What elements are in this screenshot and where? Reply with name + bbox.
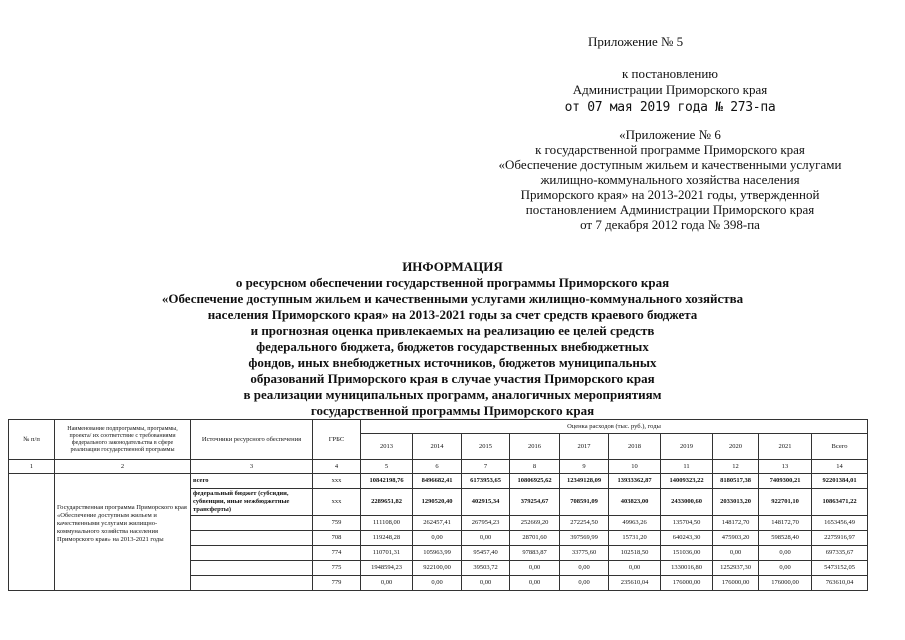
value-cell: 0,00	[560, 576, 609, 591]
annex-label: Приложение № 5	[588, 34, 684, 49]
title-line: фондов, иных внебюджетных источников, бюджетов муниципальных	[248, 355, 657, 370]
value-cell: 110701,31	[361, 546, 413, 561]
annex6-line: жилищно-коммунального хозяйства населения	[540, 172, 800, 187]
value-cell: 922701,10	[759, 489, 812, 516]
value-cell: 2275916,97	[812, 531, 868, 546]
index-cell: 7	[462, 460, 510, 474]
index-cell: 2	[55, 460, 191, 474]
value-cell: 272254,50	[560, 516, 609, 531]
value-cell: 1252937,30	[713, 561, 759, 576]
source-cell: федеральный бюджет (субсидии, субвенции, иные межбюджетные трансферты)	[191, 489, 313, 516]
index-cell: 10	[609, 460, 661, 474]
value-cell: 267954,23	[462, 516, 510, 531]
value-cell: 2289651,82	[361, 489, 413, 516]
annex6-line: Приморского края» на 2013-2021 годы, утвержденной	[520, 187, 820, 202]
title-line: образований Приморского края в случае участия Приморского края	[250, 371, 655, 386]
value-cell: 0,00	[609, 561, 661, 576]
annex6-line: постановлением Администрации Приморского края	[525, 202, 815, 217]
index-cell: 8	[510, 460, 560, 474]
grbs-cell: xxx	[313, 474, 361, 489]
value-cell: 252669,20	[510, 516, 560, 531]
value-cell: 235610,04	[609, 576, 661, 591]
value-cell: 0,00	[462, 531, 510, 546]
source-cell	[191, 576, 313, 591]
grbs-cell: 779	[313, 576, 361, 591]
year-header: 2015	[462, 434, 510, 460]
value-cell: 922100,00	[413, 561, 462, 576]
resource-table	[8, 419, 868, 591]
year-header: Всего	[812, 434, 868, 460]
value-cell: 763610,04	[812, 576, 868, 591]
value-cell: 6173953,65	[462, 474, 510, 489]
value-cell: 0,00	[413, 531, 462, 546]
title-line: в реализации муниципальных программ, аналогичных мероприятиям	[243, 387, 662, 402]
value-cell: 640243,30	[661, 531, 713, 546]
value-cell: 135704,50	[661, 516, 713, 531]
index-cell: 5	[361, 460, 413, 474]
grbs-cell: 775	[313, 561, 361, 576]
source-cell	[191, 546, 313, 561]
year-header: 2019	[661, 434, 713, 460]
value-cell: 13933362,87	[609, 474, 661, 489]
index-cell: 6	[413, 460, 462, 474]
source-cell	[191, 516, 313, 531]
value-cell: 598528,40	[759, 531, 812, 546]
value-cell: 15731,20	[609, 531, 661, 546]
index-cell: 11	[661, 460, 713, 474]
value-cell: 262457,41	[413, 516, 462, 531]
value-cell: 151036,00	[661, 546, 713, 561]
value-cell: 8180517,38	[713, 474, 759, 489]
value-cell: 0,00	[713, 546, 759, 561]
value-cell: 92201384,01	[812, 474, 868, 489]
value-cell: 0,00	[361, 576, 413, 591]
title-line: «Обеспечение доступным жильем и качественными услугами жилищно-коммунального хозяйства	[161, 291, 744, 306]
index-cell: 9	[560, 460, 609, 474]
program-name-cell: Государственная программа Приморского края «Обеспечение доступным жильем и качественными услугами жилищно-коммунального хозяйства населения Приморского края» на 2013-2021 годы	[55, 474, 191, 591]
annex6-line: к государственной программе Приморского края	[535, 142, 805, 157]
value-cell: 0,00	[759, 561, 812, 576]
value-cell: 7409300,21	[759, 474, 812, 489]
title-line: о ресурсном обеспечении государственной программы Приморского края	[235, 275, 670, 290]
year-header: 2016	[510, 434, 560, 460]
value-cell: 403823,00	[609, 489, 661, 516]
title-line: и прогнозная оценка привлекаемых на реализацию ее целей средств	[250, 323, 655, 338]
value-cell: 10863471,22	[812, 489, 868, 516]
year-header: 2017	[560, 434, 609, 460]
value-cell: 39503,72	[462, 561, 510, 576]
value-cell: 10806925,62	[510, 474, 560, 489]
value-cell: 111108,00	[361, 516, 413, 531]
value-cell: 0,00	[462, 576, 510, 591]
value-cell: 105963,99	[413, 546, 462, 561]
value-cell: 397569,99	[560, 531, 609, 546]
value-cell: 475903,20	[713, 531, 759, 546]
header-source: Источники ресурсного обеспечения	[191, 420, 313, 460]
annex6-label: «Приложение № 6	[619, 127, 721, 142]
value-cell: 1290520,40	[413, 489, 462, 516]
value-cell: 119248,28	[361, 531, 413, 546]
value-cell: 402915,34	[462, 489, 510, 516]
value-cell: 95457,40	[462, 546, 510, 561]
value-cell: 49963,26	[609, 516, 661, 531]
value-cell: 176000,00	[713, 576, 759, 591]
title-line: государственной программы Приморского края	[310, 403, 595, 418]
document-heading: ИНФОРМАЦИЯ	[402, 259, 503, 274]
grbs-cell: 774	[313, 546, 361, 561]
value-cell: 379254,67	[510, 489, 560, 516]
index-cell: 3	[191, 460, 313, 474]
source-cell	[191, 531, 313, 546]
value-cell: 697335,67	[812, 546, 868, 561]
value-cell: 176000,00	[661, 576, 713, 591]
value-cell: 2033013,20	[713, 489, 759, 516]
value-cell: 2433000,60	[661, 489, 713, 516]
year-header: 2013	[361, 434, 413, 460]
year-header: 2020	[713, 434, 759, 460]
annex6-line: от 7 декабря 2012 года № 398-па	[580, 217, 760, 232]
value-cell: 1653456,49	[812, 516, 868, 531]
grbs-cell: xxx	[313, 489, 361, 516]
value-cell: 14009323,22	[661, 474, 713, 489]
index-cell: 4	[313, 460, 361, 474]
grbs-cell: 759	[313, 516, 361, 531]
index-cell: 13	[759, 460, 812, 474]
value-cell: 0,00	[413, 576, 462, 591]
year-header: 2021	[759, 434, 812, 460]
value-cell: 148172,70	[713, 516, 759, 531]
value-cell: 5473152,05	[812, 561, 868, 576]
value-cell: 1948594,23	[361, 561, 413, 576]
header-estimate: Оценка расходов (тыс. руб.), годы	[361, 420, 868, 434]
row-number-cell	[9, 474, 55, 591]
title-line: федерального бюджета, бюджетов государственных внебюджетных	[256, 339, 649, 354]
header-grbs: ГРБС	[313, 420, 361, 460]
index-cell: 14	[812, 460, 868, 474]
header-name: Наименование подпрограммы, программы, проекта/ их соответствие с требованиями федерального законодательства в сфере реализации государственной программы	[55, 420, 191, 460]
value-cell: 176000,00	[759, 576, 812, 591]
value-cell: 0,00	[560, 561, 609, 576]
title-line: населения Приморского края» на 2013-2021 годы за счет средств краевого бюджета	[207, 307, 698, 322]
source-cell: всего	[191, 474, 313, 489]
grbs-cell: 708	[313, 531, 361, 546]
value-cell: 0,00	[759, 546, 812, 561]
value-cell: 1330016,80	[661, 561, 713, 576]
to-resolution: к постановлению	[621, 66, 719, 81]
table-body	[9, 474, 868, 591]
value-cell: 33775,60	[560, 546, 609, 561]
source-cell	[191, 561, 313, 576]
value-cell: 28701,60	[510, 531, 560, 546]
year-header: 2014	[413, 434, 462, 460]
value-cell: 0,00	[510, 576, 560, 591]
index-cell: 1	[9, 460, 55, 474]
header-num: № п/п	[9, 420, 55, 460]
administration-line: Администрации Приморского края	[572, 82, 768, 97]
typed-date-line: от 07 мая 2019 года № 273-па	[564, 100, 776, 115]
value-cell: 8496682,41	[413, 474, 462, 489]
value-cell: 102518,50	[609, 546, 661, 561]
annex6-line: «Обеспечение доступным жильем и качественными услугами	[498, 157, 842, 172]
value-cell: 97883,87	[510, 546, 560, 561]
value-cell: 12349128,09	[560, 474, 609, 489]
year-header: 2018	[609, 434, 661, 460]
value-cell: 10842198,76	[361, 474, 413, 489]
table-row	[9, 474, 868, 489]
index-cell: 12	[713, 460, 759, 474]
value-cell: 0,00	[510, 561, 560, 576]
value-cell: 148172,70	[759, 516, 812, 531]
value-cell: 708591,09	[560, 489, 609, 516]
